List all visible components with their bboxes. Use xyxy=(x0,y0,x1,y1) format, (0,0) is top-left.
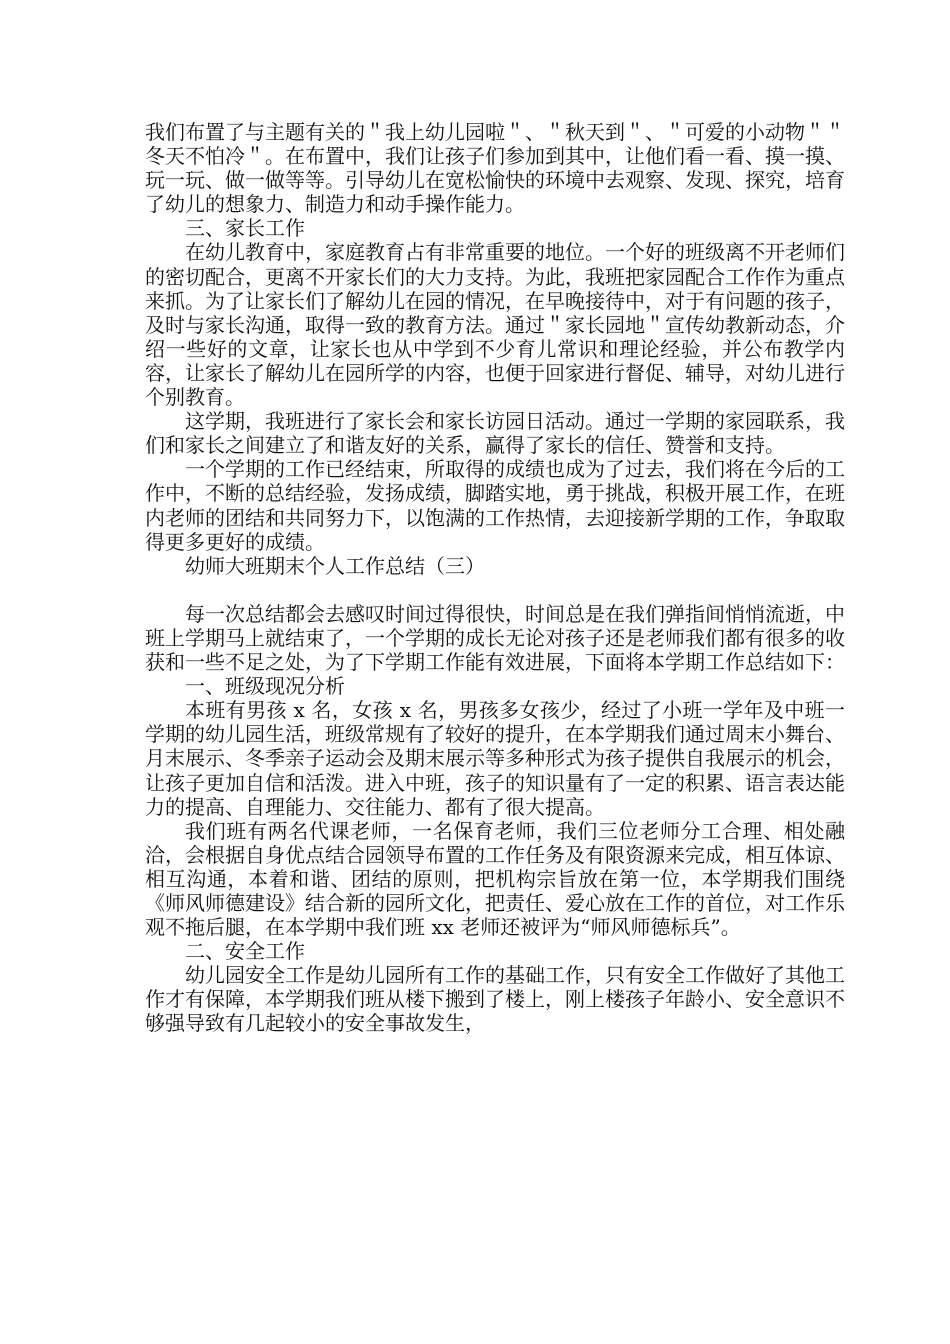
document-body xyxy=(145,120,845,1036)
blank-line xyxy=(145,578,845,602)
paragraph-decoration: 我们布置了与主题有关的＂我上幼儿园啦＂、＂秋天到＂、＂可爱的小动物＂＂冬天不怕冷＂。在布置中，我们让孩子们参加到其中，让他们看一看、摸一摸、玩一玩、做一做等等。引导幼儿在宽松愉快的环境中去观察、发现、探究，培育了幼儿的想象力、制造力和动手操作能力。 xyxy=(145,120,845,217)
paragraph-family-education: 在幼儿教育中，家庭教育占有非常重要的地位。一个好的班级离不开老师们的密切配合，更离不开家长们的大力支持。为此，我班把家园配合工作作为重点来抓。为了让家长们了解幼儿在园的情况，在早晚接待中，对于有问题的孩子，及时与家长沟通，取得一致的教育方法。通过＂家长园地＂宣传幼教新动态，介绍一些好的文章，让家长也从中学到不少育儿常识和理论经验，并公布教学内容，让家长了解幼儿在园所学的内容，也便于回家进行督促、辅导，对幼儿进行个别教育。 xyxy=(145,240,845,410)
paragraph-summary-intro: 每一次总结都会去感叹时间过得很快，时间总是在我们弹指间悄悄流逝，中班上学期马上就结束了，一个学期的成长无论对孩子还是老师我们都有很多的收获和一些不足之处，为了下学期工作能有效进展，下面将本学期工作总结如下： xyxy=(145,601,845,675)
heading-class-analysis: 一、班级现况分析 xyxy=(185,674,345,699)
section-title-summary-three: 幼师大班期末个人工作总结（三） xyxy=(185,553,485,578)
paragraph-safety: 幼儿园安全工作是幼儿园所有工作的基础工作，只有安全工作做好了其他工作才有保障，本学期我们班从楼下搬到了楼上，刚上楼孩子年龄小、安全意识不够强导致有几起较小的安全事故发生， xyxy=(145,963,845,1036)
paragraph-semester-end: 一个学期的工作已经结束，所取得的成绩也成为了过去，我们将在今后的工作中，不断的总结经验，发扬成绩，脚踏实地，勇于挑战，积极开展工作，在班内老师的团结和共同努力下，以饱满的工作热情，去迎接新学期的工作，争取取得更多更好的成绩。 xyxy=(145,457,845,554)
paragraph-parent-meeting: 这学期，我班进行了家长会和家长访园日活动。通过一学期的家园联系，我们和家长之间建立了和谐友好的关系，赢得了家长的信任、赞誉和支持。 xyxy=(145,409,845,458)
heading-parent-work: 三、家长工作 xyxy=(185,216,305,241)
paragraph-teachers: 我们班有两名代课老师，一名保育老师，我们三位老师分工合理、相处融洽，会根据自身优点结合园领导布置的工作任务及有限资源来完成，相互体谅、相互沟通，本着和谐、团结的原则，把机构宗旨放在第一位，本学期我们围绕《师风师德建设》结合新的园所文化，把责任、爱心放在工作的首位，对工作乐观不拖后腿，在本学期中我们班 xx 老师还被评为“师风师德标兵”。 xyxy=(145,818,845,940)
paragraph-class-composition: 本班有男孩 x 名，女孩 x 名，男孩多女孩少，经过了小班一学年及中班一学期的幼儿园生活，班级常规有了较好的提升，在本学期我们通过周末小舞台、月末展示、冬季亲子运动会及期末展示等多种形式为孩子提供自我展示的机会，让孩子更加自信和活泼。进入中班，孩子的知识量有了一定的积累、语言表达能力的提高、自理能力、交往能力、都有了很大提高。 xyxy=(145,698,845,819)
heading-safety-work: 二、安全工作 xyxy=(185,939,305,964)
